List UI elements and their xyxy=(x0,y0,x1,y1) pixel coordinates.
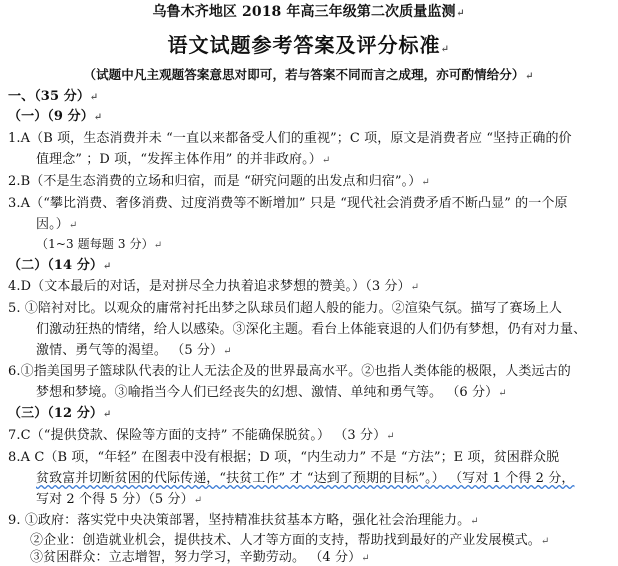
answer-line xyxy=(36,151,612,169)
answer-line-text: ③贫困群众：立志增智，努力学习，辛勤劳动。 （4 分） xyxy=(30,550,362,565)
score-note-text: （1~3 题每题 3 分） xyxy=(36,237,154,251)
paragraph-mark-icon: ↵ xyxy=(410,282,420,293)
paragraph-mark-icon: ↵ xyxy=(193,495,203,506)
answer-line xyxy=(36,342,612,360)
paragraph-mark-icon: ↵ xyxy=(470,516,479,527)
paragraph-mark-icon: ↵ xyxy=(89,92,99,103)
subsection-three-heading xyxy=(8,405,612,423)
paragraph-mark-icon: ↵ xyxy=(540,536,550,547)
paragraph-mark-icon: ↵ xyxy=(103,261,112,272)
answer-line-text: 4.D（文本最后的对话，是对拼尽全力执着追求梦想的赞美。）（3 分） xyxy=(8,279,411,294)
paragraph-mark-icon: ↵ xyxy=(498,388,507,399)
paragraph-mark-icon: ↵ xyxy=(103,409,112,420)
answer-line-text: 6.①指美国男子篮球队代表的让人无法企及的世界最高水平。②也指人类体能的极限，人类远古的 xyxy=(8,364,571,379)
answer-line-text: 激情、勇气等的渴望。 （5 分） xyxy=(36,343,224,358)
answer-line-text: 因。） xyxy=(36,217,69,232)
answer-line xyxy=(8,363,612,380)
answer-line xyxy=(36,470,612,487)
paragraph-mark-icon: ↵ xyxy=(440,44,451,55)
answer-line-text: 2.B（不是生态消费的立场和归宿，而是 “研究问题的出发点和归宿”。） xyxy=(8,174,422,189)
answer-line-text: 5. ①陪衬对比。以观众的庸常衬托出梦之队球员们超人般的能力。②渲染气氛。描写了赛场上人 xyxy=(8,301,562,316)
answer-line-text: 9. ①政府：落实党中央决策部署，坚持精准扶贫基本方略，强化社会治理能力。 xyxy=(8,513,471,528)
answer-line xyxy=(36,321,612,338)
document-title-text: 乌鲁木齐地区 2018 年高三年级第二次质量监测 xyxy=(152,4,456,20)
answer-line-text: 1.A（B 项，生态消费并未 “一直以来都备受人们的重视”；C 项，原文是消费者应 “坚持正确的价 xyxy=(8,131,572,146)
answer-line-text: 梦想和梦境。③喻指当今人们已经丧失的幻想、激情、单纯和勇气等。 （6 分） xyxy=(36,385,499,400)
paragraph-mark-icon: ↵ xyxy=(223,346,232,357)
answer-line-text: 3.A（“攀比消费、奢侈消费、过度消费等不断增加” 只是 “现代社会消费矛盾不断凸显” 的一个原 xyxy=(8,196,568,211)
score-note xyxy=(36,236,612,254)
answer-line-text: 写对 2 个得 5 分）（5 分） xyxy=(36,492,194,507)
answer-line xyxy=(30,549,612,566)
answer-line xyxy=(36,491,612,509)
answer-line xyxy=(36,384,612,402)
subsection-three-heading-text: （三）（12 分） xyxy=(8,406,104,421)
grading-note-text: （试题中凡主观题答案意思对即可，若与答案不同而言之成理，亦可酌情给分） xyxy=(83,67,525,82)
subsection-one-heading-text: （一）（9 分） xyxy=(8,109,94,124)
answer-line xyxy=(8,173,612,191)
answer-line xyxy=(8,449,612,466)
answer-line-text: ②企业：创造就业机会，提供技术、人才等方面的支持，帮助找到最好的产业发展模式。 xyxy=(30,533,541,548)
section-one-heading-text: 一、（35 分） xyxy=(8,89,90,104)
paragraph-mark-icon: ↵ xyxy=(361,553,370,564)
grading-note xyxy=(0,66,618,85)
section-one-heading xyxy=(8,88,612,106)
answer-line-text: 们激动狂热的情绪，给人以感染。③深化主题。看台上体能衰退的人们仍有梦想，仍有对力量、 xyxy=(36,322,587,337)
answer-line-text: 8.A C（B 项，“年轻” 在图表中没有根据；D 项，“内生动力” 不是 “方法”；E 项，贫困群众脱 xyxy=(8,450,560,465)
answer-line xyxy=(8,512,612,530)
paragraph-mark-icon: ↵ xyxy=(421,177,430,188)
answer-line xyxy=(8,427,612,445)
answer-line-text: 7.C（“提供贷款、保险等方面的支持” 不能确保脱贫。） （3 分） xyxy=(8,428,387,443)
paragraph-mark-icon: ↵ xyxy=(153,240,163,251)
subsection-two-heading xyxy=(8,257,612,275)
paragraph-mark-icon: ↵ xyxy=(525,71,534,82)
paragraph-mark-icon: ↵ xyxy=(93,112,103,123)
answer-line xyxy=(8,130,612,147)
paragraph-mark-icon: ↵ xyxy=(68,220,78,231)
subsection-one-heading xyxy=(8,108,612,126)
document-subtitle-text: 语文试题参考答案及评分标准 xyxy=(167,33,441,57)
document-subtitle xyxy=(0,32,618,63)
answer-line-text: 值理念” ；D 项，“发挥主体作用” 的并非政府。） xyxy=(36,152,322,167)
answer-line xyxy=(8,195,612,212)
answer-line xyxy=(8,300,612,317)
answer-line-text: 贫致富并切断贫困的代际传递，“扶贫工作” 才 “达到了预期的目标”。） （写对 1 个得 2 分， xyxy=(36,471,575,486)
answer-line xyxy=(30,532,612,550)
document-title xyxy=(0,4,618,22)
answer-line xyxy=(8,278,612,296)
answer-line xyxy=(36,216,612,234)
paragraph-mark-icon: ↵ xyxy=(386,431,395,442)
subsection-two-heading-text: （二）（14 分） xyxy=(8,258,104,273)
paragraph-mark-icon: ↵ xyxy=(321,155,331,166)
paragraph-mark-icon: ↵ xyxy=(456,8,465,19)
